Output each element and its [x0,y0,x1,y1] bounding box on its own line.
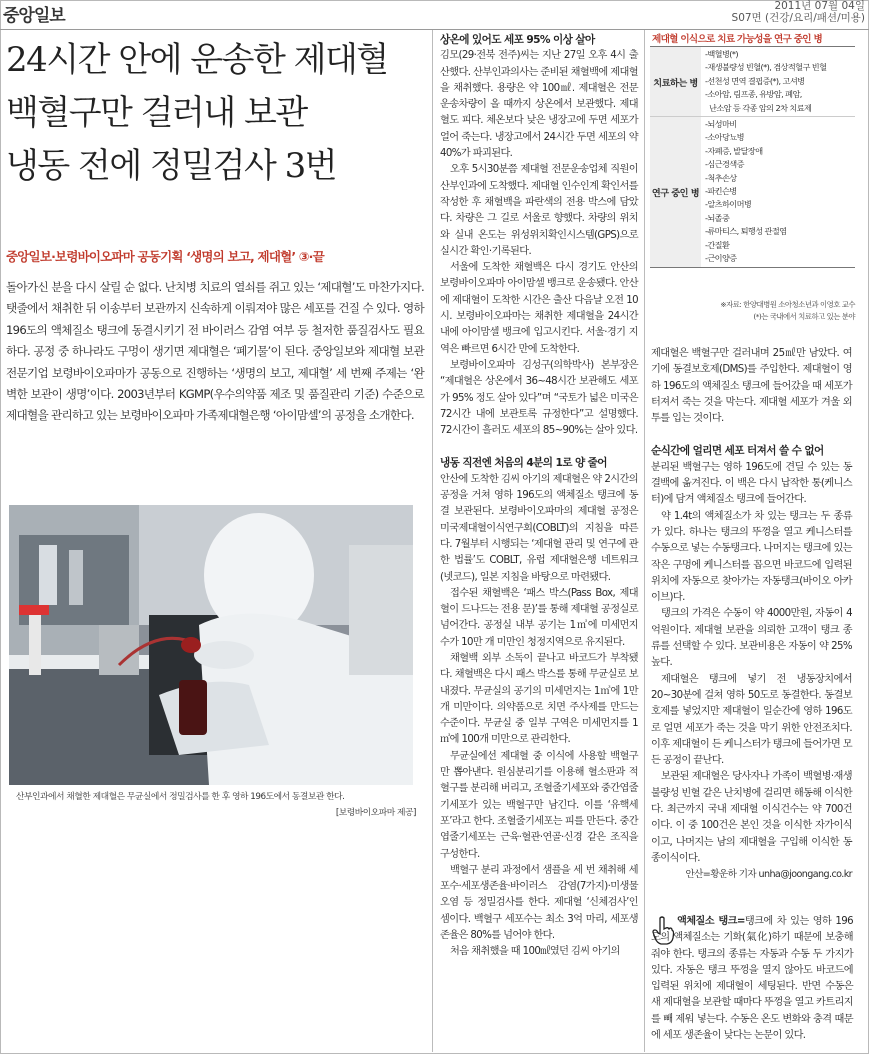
row-label: 치료하는 병 [650,47,701,116]
list-item: -선천성 면역 결핍증(*), 고셔병 [705,75,805,86]
list-item: -간질환 [705,239,730,250]
column-divider-1 [432,30,433,1052]
definition-text: 탱크에 차 있는 영하 196도의 액체질소는 기화(氣化)하기 때문에 보충해줘야 한다. 탱크의 종류는 자동과 수동 두 가지가 있다. 자동은 탱크 뚜껑을 열지 않아도 바코드에 입력된 위치에 제대혈이 세팅된다. 반면 수동은 새 제대혈을 보관할 때마다 뚜껑을 열고 카트리지를 빼 제워 넣는다. 수동은 온도 변화와 충격 때문에 세포 생존율이 낮다는 논문이 있다. [651,916,853,1042]
paragraph: 처음 채취했을 때 100㎖였던 김씨 아기의 [450,946,620,958]
definition-term: 액체질소 탱크= [677,916,745,927]
headline-line-2: 백혈구만 걸러내 보관 [6,93,307,133]
paragraph: 약 1.4t의 액체질소가 차 있는 탱크는 두 종류가 있다. 하나는 탱크의 뚜껑을 열고 케니스터를 수동으로 넣는 수동탱크다. 나머지는 탱크에 있는 작은 구멍에 케니스터를 꼽으면 바코드에 입력된 위치에 자동으로 찾아가는 자동탱크(바이오 아카이브)다. [651,510,852,604]
subheading-3: 순식간에 얼리면 세포 터져서 쓸 수 없어 [651,445,824,458]
paragraph: 보관된 제대혈은 당사자나 가족이 백혈병·재생불량성 빈혈 같은 난치병에 걸리면 해동해 이식한다. 최근까지 국내 제대혈 이식건수는 약 700건이다. 이 중 100건은 본인 것을 이식한 자가이식이고, 나머지는 남의 제대혈을 구입해 이식한 동종이식이다. [651,771,852,864]
headline-line-3: 냉동 전에 정밀검사 3번 [6,146,337,186]
paragraph: 백혈구 분리 과정에서 샘플을 세 번 채취해 세포수·세포생존율·바이러스 감염(7가지)·미생물 오염 등 정밀검사를 한다. 제대혈 ‘신체검사’인 셈이다. 백혈구 세포수는 최소 3억 마리, 세포생존율은 80%를 넘어야 한다. [440,864,638,942]
list-item: -뇌졸중 [705,212,730,223]
photo-credit: [보령바이오파마 제공] [335,808,416,818]
top-divider [0,29,869,30]
list-item: -류마티스, 퇴행성 관절염 [705,226,787,237]
source-note: ※자료: 한양대병원 소아청소년과 이영호 교수 [720,300,855,309]
paragraph: 분리된 백혈구는 영하 196도에 견딜 수 있는 동결백에 옮겨진다. 이 백은 다시 납작한 통(케니스터)에 담겨 액체질소 탱크에 들어간다. [651,461,852,506]
list-item: -소아당뇨병 [705,132,744,143]
series-label: 중앙일보·보령바이오파마 공동기획 ‘생명의 보고, 제대혈’ ③·끝 [6,249,324,264]
headline [6,34,426,193]
info-box [650,31,855,335]
paragraph: 접수된 채혈백은 ‘패스 박스(Pass Box, 제대혈이 드나드는 전용 문)’를 통해 제대혈 공정실로 넘어간다. 공정실 내부 공기는 1㎥에 미세먼지 수가 10만 개 미만인 청정지역으로 유지된다. [440,587,638,648]
paragraph: 제대혈은 탱크에 넣기 전 냉동장치에서 20~30분에 걸쳐 영하 50도로 동결한다. 동결보호제를 넣었지만 제대혈이 일순간에 영하 196도로 얼면 세포가 죽는 것을 막기 위한 안전조치다. 이후 제대혈이 든 케니스터가 탱크에 들어가면 모든 공정이 끝난다. [651,673,852,767]
list-item: -재생불량성 빈혈(*), 겸상적혈구 빈혈 [705,62,827,73]
page-section: S07면 (건강/요리/패션/미용) [731,12,865,24]
list-item: -소아암, 림프종, 유방암, 폐암, [705,89,802,100]
paragraph: 탱크의 가격은 수동이 약 4000만원, 자동이 4억원이다. 제대혈 보관을 의뢰한 고객이 탱크 종류를 선택할 수 있다. 보관비용은 자동이 약 25% 높다. [651,608,852,669]
dateline [732,0,865,24]
lab-photo-image [9,505,413,785]
newspaper-logo: 중앙일보 [3,6,65,26]
article-column-2 [440,32,638,961]
info-table [650,46,855,268]
list-item: -척추손상 [705,172,737,183]
info-row-treatable [650,47,855,116]
subheading-2: 냉동 직전엔 처음의 4분의 1로 양 줄어 [440,457,607,470]
row-label: 연구 중인 병 [650,117,701,266]
subheading-1: 상온에 있어도 세포 95% 이상 살아 [440,34,595,46]
list-item: 난소암 등 각종 암의 2차 치료제 [705,102,812,113]
lead-paragraph: 돌아가신 분을 다시 살릴 순 없다. 난치병 치료의 열쇠를 쥐고 있는 ‘제대혈’도 마찬가지다. 탯줄에서 채취한 뒤 이송부터 보관까지 신속하게 이뤄져야 많은 세포를 건질 수 있다. 영하 196도의 액체질소 탱크에 동결시키기 전 바이러스 감염 여부 등 철저한 품질검사도 필요하다. 공정 중 하나라도 구멍이 생기면 제대혈은 ‘폐기물’이 된다. 중앙일보와 제대혈 보관 전문기업 보령바이오파마가 공동으로 진행하는 ‘생명의 보고, 제대혈’ 세 번째 주제는 ‘완벽한 보관이 생명’이다. 2003년부터 KGMP(우수의약품 제조 및 품질관리 기준) 수준으로 제대혈을 관리하고 있는 보령바이오파마 가족제대혈은행 ‘아이맘셀’의 공정을 소개한다. [6,280,424,423]
caption-text: 산부인과에서 채혈한 제대혈은 무균실에서 정밀검사를 한 후 영하 196도에서 동결보관 한다. [16,792,345,802]
column-divider-2 [644,30,645,1052]
byline: 안산=황운하 기자 unha@joongang.co.kr [685,869,852,881]
paragraph: 오후 5시30분쯤 제대혈 전문운송업체 직원이 산부인과에 도착했다. 제대혈 인수인계 확인서를 작성한 후 채혈백을 파란색의 전용 박스에 담았다. 차량은 그 길로 서울로 향했다. 차량의 위치와 실내 온도는 위성위치확인시스템(GPS)으로 실시간 확인·기록된다. [440,164,639,257]
paragraph: 김모(29·전북 전주)씨는 지난 27일 오후 4시 출산했다. 산부인과의사는 준비된 채혈백에 제대혈을 채취했다. 용량은 약 100㎖. 제대혈은 전문 운송차량이 올 때까지 상온에서 보관했다. 제대혈도 피다. 체온보다 낮은 냉장고에 두면 세포가 얼어 죽는다. 냉장고에서 24시간 두면 세포의 약 40%가 파괴된다. [440,50,639,160]
article-column-3 [651,346,852,884]
definition-box [651,914,853,1044]
list-item: -뇌성마비 [705,119,737,130]
list-item: -근이양증 [705,253,737,264]
issue-date: 2011년 07월 04일 [774,0,865,12]
info-box-title: 제대혈 이식으로 치료 가능성을 연구 중인 병 [652,34,823,45]
masthead [0,0,869,28]
asterisk-note: (*)는 국내에서 치료하고 있는 분야 [753,312,855,321]
headline-line-1: 24시간 안에 운송한 제대혈 [6,40,388,80]
paragraph: 안산에 도착한 김씨 아기의 제대혈은 약 2시간의 공정을 거쳐 영하 196도의 액체질소 탱크에 동결 보관된다. 보령바이오파마의 제대혈 공정은 미국제대혈이식연구회(COBLT)의 지침을 따른다. 7월부터 시행되는 ‘제대혈 관리 및 연구에 관한 법률’도 COBLT, 유럽 제대혈은행 네트워크(넷코드), 일본 지침을 바탕으로 마련됐다. [440,473,638,583]
list-item: -백혈병(*) [705,49,738,59]
paragraph: 채혈백 외부 소독이 끝나고 바코드가 부착됐다. 채혈백은 다시 패스 박스를 통해 무균실로 보내졌다. 무균실의 공기의 미세먼지는 1㎥에 1만 개 미만이다. 의약품으로 치면 주사제를 만드는 수준이다. 무균실 중 일부 구역은 미세먼지를 1㎥에 100개 미만으로 관리한다. [440,652,638,746]
info-box-notes [650,299,855,323]
list-item: -심근경색증 [705,159,744,170]
row-items [705,117,855,266]
paragraph: 보령바이오파마 김성구(의학박사) 본부장은 “제대혈은 상온에서 36~48시간 보관해도 세포가 95% 정도 살아 있다”며 “국토가 넓은 미국은 72시간 내에 보관토록 규정한다”고 설명했다. 72시간이 흘러도 세포의 85~90%는 살아 있다. [440,359,638,437]
info-row-research [650,116,855,266]
paragraph: 서울에 도착한 채혈백은 다시 경기도 안산의 보령바이오파마 아이맘셀 뱅크로 운송됐다. 안산에 제대혈이 도착한 시간은 출산 다음날 오전 10시. 보령바이오파마는 채취한 제대혈을 24시간 내에 아이맘셀 뱅크에 입고시킨다. 서울·경기 지역은 빠르면 6시간 만에 도착한다. [440,262,639,355]
lab-photo [9,505,413,785]
list-item: -알츠하이머병 [705,199,752,210]
list-item: -자폐증, 발달장애 [705,145,763,156]
paragraph: 무균실에선 제대혈 중 이식에 사용할 백혈구만 뽑아낸다. 원심분리기를 이용해 혈소판과 적혈구를 분리해 버리고, 조혈줄기세포와 중간엽줄기세포가 있는 백혈구만 남긴다. 이를 ‘유핵세포’라고 한다. 조혈줄기세포는 피를 만든다. 중간엽줄기세포는 근육·혈관·연골·신경 같은 조직을 구성한다. [440,750,639,860]
row-items [705,47,855,116]
list-item: -파킨슨병 [705,186,737,197]
paragraph: 제대혈은 백혈구만 걸러내며 25㎖만 남았다. 여기에 동결보호제(DMS)를 주입한다. 제대혈이 영하 196도의 액체질소 탱크에 들어갔을 때 세포가 터져서 죽는 것을 막는다. 제대혈 세포가 겨울 외투를 입는 것이다. [651,348,852,425]
photo-caption [16,789,416,821]
